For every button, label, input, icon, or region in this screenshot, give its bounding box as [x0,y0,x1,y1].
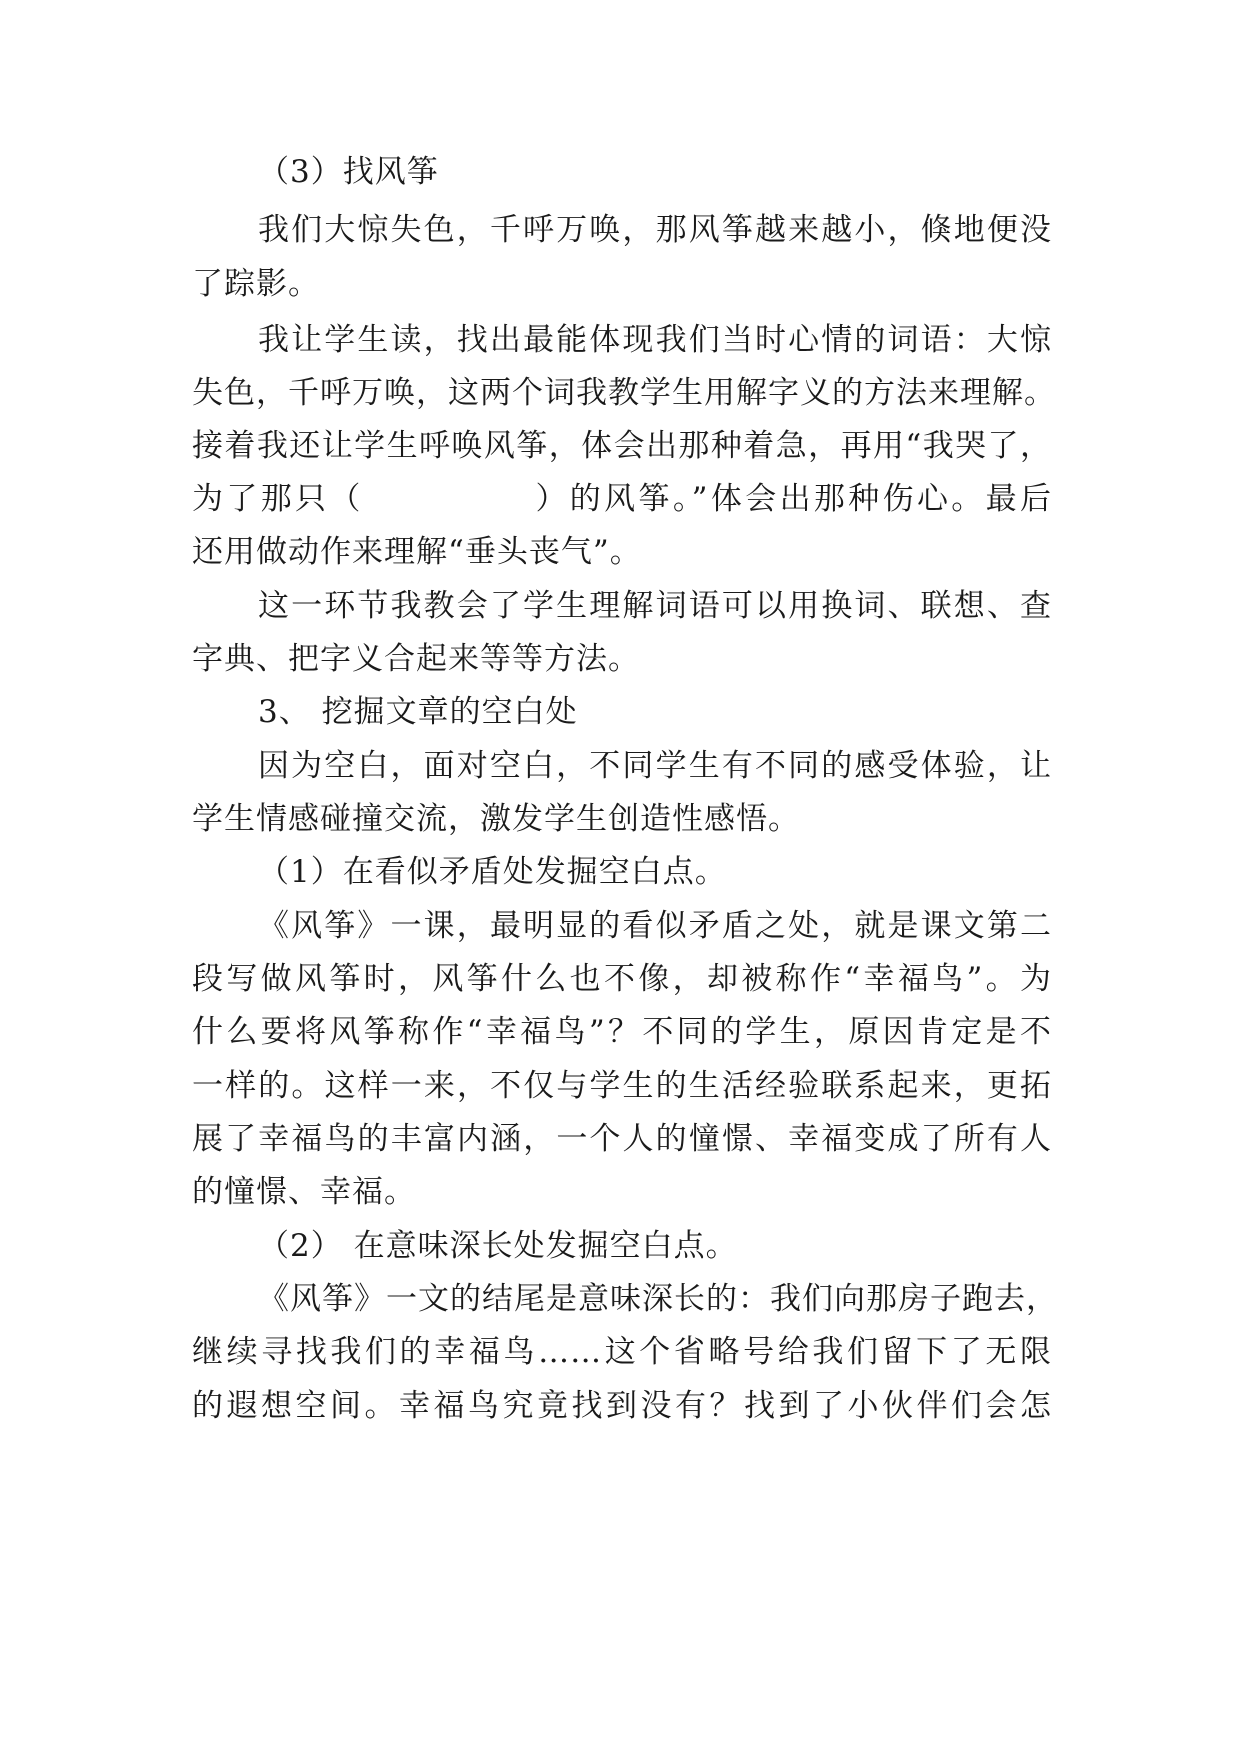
paragraph-line: 的遐想空间。幸福鸟究竟找到没有？找到了小伙伴们会怎 [192,1388,1052,1424]
section-heading-3: 3、 挖掘文章的空白处 [258,694,578,730]
subheading-contradiction: （1）在看似矛盾处发掘空白点。 [258,854,727,890]
paragraph-line: 什么要将风筝称作“幸福鸟”？不同的学生，原因肯定是不 [192,1014,1052,1050]
subheading-find-kite: （3）找风筝 [258,154,439,190]
paragraph-line: 失色，千呼万唤，这两个词我教学生用解字义的方法来理解。 [192,375,1056,411]
paragraph-line: 一样的。这样一来，不仅与学生的生活经验联系起来，更拓 [192,1068,1052,1104]
paragraph-line: 我让学生读，找出最能体现我们当时心情的词语：大惊 [258,322,1052,358]
paragraph-line: 段写做风筝时，风筝什么也不像，却被称作“幸福鸟”。为 [192,961,1052,997]
paragraph-line: 还用做动作来理解“垂头丧气”。 [192,534,642,570]
paragraph-line: 我们大惊失色，千呼万唤，那风筝越来越小，倏地便没 [258,212,1052,248]
paragraph-line: 学生情感碰撞交流，激发学生创造性感悟。 [192,801,800,837]
paragraph-line: 这一环节我教会了学生理解词语可以用换词、联想、查 [258,588,1052,624]
paragraph-line: 因为空白，面对空白，不同学生有不同的感受体验，让 [258,748,1052,784]
paragraph-line: 继续寻找我们的幸福鸟……这个省略号给我们留下了无限 [192,1334,1052,1370]
subheading-meaningful: （2） 在意味深长处发掘空白点。 [258,1228,738,1264]
paragraph-line: 了踪影。 [192,266,320,302]
paragraph-line: 字典、把字义合起来等等方法。 [192,641,640,677]
paragraph-line: 《风筝》一文的结尾是意味深长的：我们向那房子跑去， [258,1281,1058,1317]
paragraph-line: 展了幸福鸟的丰富内涵，一个人的憧憬、幸福变成了所有人 [192,1121,1052,1157]
paragraph-line: 接着我还让学生呼唤风筝，体会出那种着急，再用“我哭了， [192,428,1052,464]
paragraph-line: 为了那只（ ）的风筝。”体会出那种伤心。最后 [192,481,1052,517]
paragraph-line: 《风筝》一课，最明显的看似矛盾之处，就是课文第二 [258,908,1052,944]
paragraph-line: 的憧憬、幸福。 [192,1174,416,1210]
